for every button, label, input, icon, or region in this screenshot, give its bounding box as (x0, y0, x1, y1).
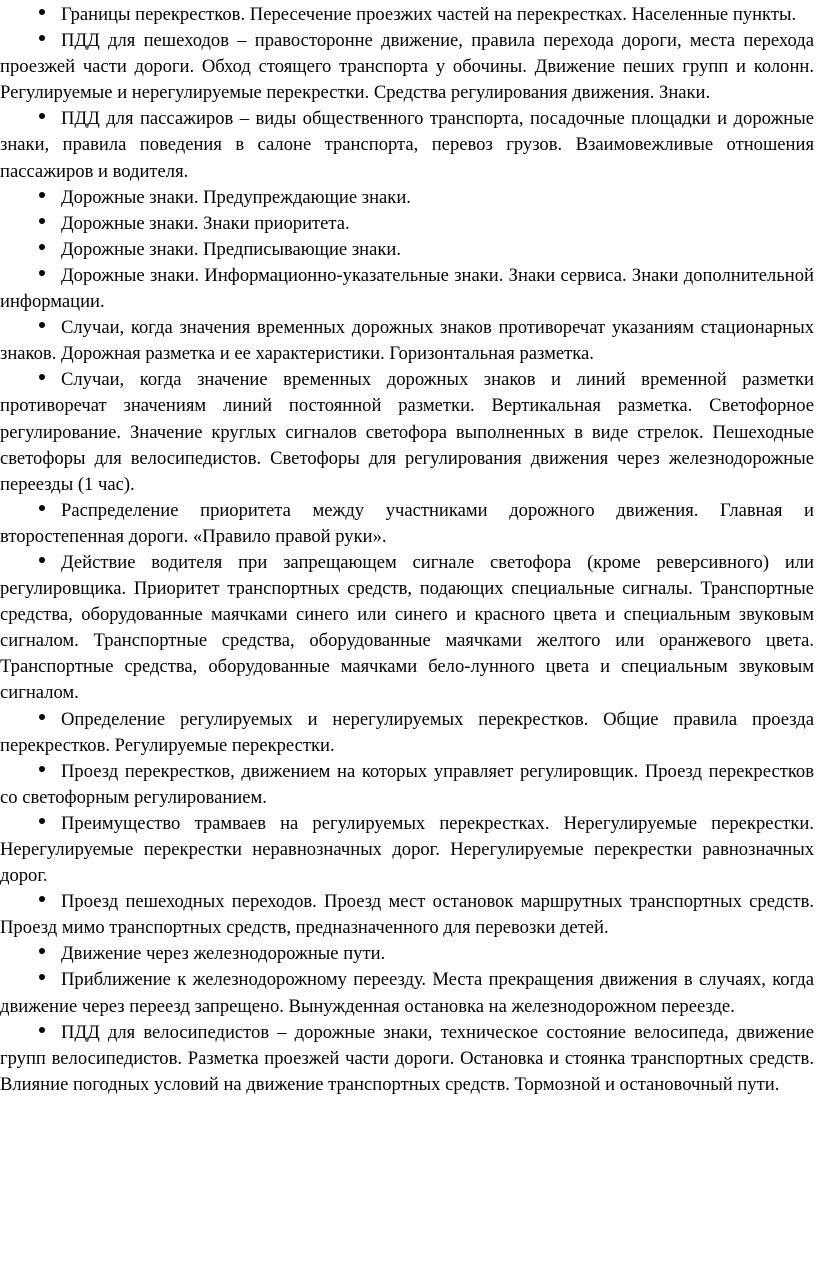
list-item (0, 315, 814, 367)
list-item-text: Движение через железнодорожные пути. (61, 943, 386, 965)
list-item-text: Проезд перекрестков, движением на которых управляет регулировщик. Проезд перекрестков со светофорным регулированием. (0, 760, 814, 808)
list-item (0, 211, 814, 237)
list-item-text: Приближение к железнодорожному переезду. Места прекращения движения в случаях, когда движение через переезд запрещено. Вынужденная остановка на железнодорожном переезде. (0, 969, 814, 1017)
list-item-text: Случаи, когда значение временных дорожных знаков и линий временной разметки противоречат значениям линий постоянной разметки. Вертикальная разметка. Светофорное регулирование. Значение круглых сигналов светофора выполненных в виде стрелок. Пешеходные светофоры для велосипедистов. Светофоры для регулирования движения через железнодорожные переезды (1 час). (0, 369, 814, 495)
list-item-text: Границы перекрестков. Пересечение проезжих частей на перекрестках. Населенные пункты. (61, 4, 797, 25)
list-item-text: ПДД для пешеходов – правосторонне движение, правила перехода дороги, места перехода проезжей части дороги. Обход стоящего транспорта у обочины. Движение пеших групп и колонн. Регулируемые и нерегулируемые перекрестки. Средства регулирования движения. Знаки. (0, 30, 814, 104)
list-item (0, 28, 814, 106)
list-item (0, 941, 814, 967)
list-item (0, 811, 814, 889)
list-item (0, 889, 814, 941)
list-item (0, 185, 814, 211)
list-item-text: Проезд пешеходных переходов. Проезд мест остановок маршрутных транспортных средств. Проезд мимо транспортных средств, предназначенного для перевозки детей. (0, 891, 814, 939)
list-item (0, 367, 814, 497)
list-item-text: Дорожные знаки. Информационно-указательные знаки. Знаки сервиса. Знаки дополнительной информации. (0, 264, 814, 313)
list-item-text: Определение регулируемых и нерегулируемых перекрестков. Общие правила проезда перекрестков. Регулируемые перекрестки. (0, 708, 814, 756)
list-item-text: Случаи, когда значения временных дорожных знаков противоречат указаниям стационарных знаков. Дорожная разметка и ее характеристики. Горизонтальная разметка. (0, 317, 814, 365)
list-item-text: Распределение приоритета между участниками дорожного движения. Главная и второстепенная дороги. «Правило правой руки». (0, 499, 814, 547)
list-item (0, 707, 814, 759)
list-item-text: Преимущество трамваев на регулируемых перекрестках. Нерегулируемые перекрестки. Нерегулируемые перекрестки неравнозначных дорог. Нерегулируемые перекрестки равнозначных дорог. (0, 812, 814, 887)
list-item-text: ПДД для пассажиров – виды общественного транспорта, посадочные площадки и дорожные знаки, правила поведения в салоне транспорта, перевоз грузов. Взаимовежливые отношения пассажиров и водителя. (0, 108, 814, 182)
list-item-text: Дорожные знаки. Предупреждающие знаки. (61, 186, 411, 208)
list-item (0, 2, 814, 28)
list-item-text: ПДД для велосипедистов – дорожные знаки, техническое состояние велосипеда, движение групп велосипедистов. Разметка проезжей части дороги. Остановка и стоянка транспортных средств. Влияние погодных условий на движение транспортных средств. Тормозной и остановочный пути. (0, 1021, 814, 1095)
list-item (0, 967, 814, 1019)
list-item (0, 263, 814, 315)
list-item (0, 550, 814, 707)
document-page (0, 2, 814, 1098)
list-item (0, 1020, 814, 1098)
list-item-text: Дорожные знаки. Знаки приоритета. (61, 212, 350, 234)
list-item (0, 237, 814, 263)
list-item (0, 759, 814, 811)
list-item-text: Дорожные знаки. Предписывающие знаки. (61, 238, 401, 260)
list-item (0, 106, 814, 184)
list-item-text: Действие водителя при запрещающем сигнале светофора (кроме реверсивного) или регулировщика. Приоритет транспортных средств, подающих специальные сигналы. Транспортные средства, оборудованные маячками синего или синего и красного цвета и специальным звуковым сигналом. Транспортные средства, оборудованные маячками желтого или оранжевого цвета. Транспортные средства, оборудованные маячками бело-лунного цвета и специальным звуковым сигналом. (0, 551, 814, 704)
list-item (0, 498, 814, 550)
